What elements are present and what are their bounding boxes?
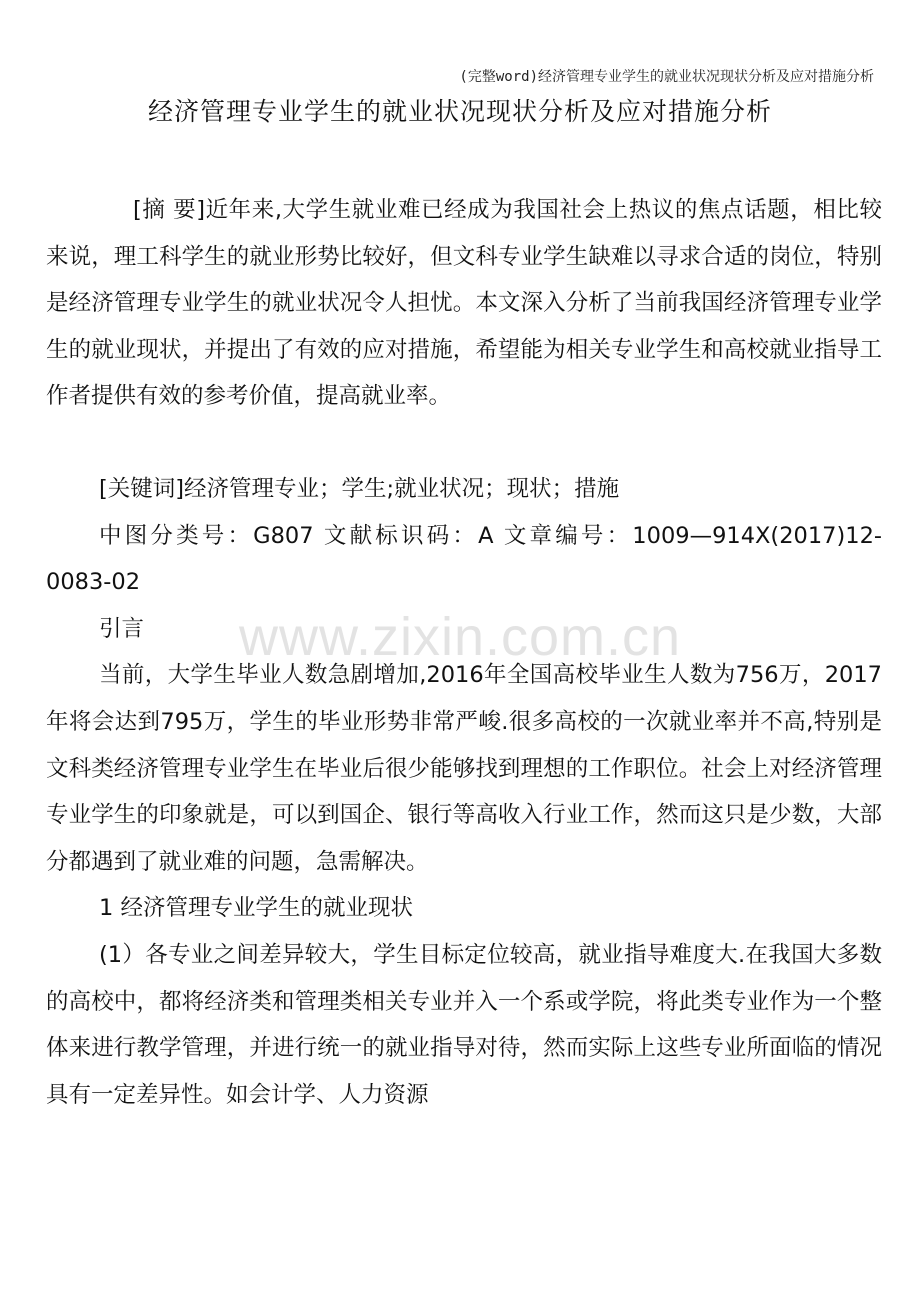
section-1-heading: 1 经济管理专业学生的就业现状 xyxy=(99,895,413,922)
document-title: 经济管理专业学生的就业状况现状分析及应对措施分析 xyxy=(147,97,772,126)
document-body xyxy=(46,187,882,1118)
intro-heading: 引言 xyxy=(99,615,145,642)
running-header: (完整word)经济管理专业学生的就业状况现状分析及应对措施分析 xyxy=(459,69,874,85)
intro-paragraph: 当前，大学生毕业人数急剧增加,2016年全国高校毕业生人数为756万，2017年将会达到795万，学生的毕业形势非常严峻.很多高校的一次就业率并不高,特别是文科类经济管理专业学生在毕业后很少能够找到理想的工作职位。社会上对经济管理专业学生的印象就是，可以到国企、银行等高收入行业工作，然而这只是少数，大部分都遇到了就业难的问题，急需解决。 xyxy=(46,662,882,875)
watermark: www.zixin.com.cn xyxy=(238,607,682,667)
keywords-line: [关键词]经济管理专业；学生;就业状况；现状；措施 xyxy=(99,475,620,502)
abstract-paragraph: [摘 要]近年来,大学生就业难已经成为我国社会上热议的焦点话题，相比较来说，理工科学生的就业形势比较好，但文科专业学生缺难以寻求合适的岗位，特别是经济管理专业学生的就业状况令人担忧。本文深入分析了当前我国经济管理专业学生的就业现状，并提出了有效的应对措施，希望能为相关专业学生和高校就业指导工作者提供有效的参考价值，提高就业率。 xyxy=(46,197,882,410)
classification-line: 中图分类号：G807 文献标识码：A 文章编号：1009—914X(2017)12-0083-02 xyxy=(46,522,882,596)
section-1-paragraph: (1）各专业之间差异较大，学生目标定位较高，就业指导难度大.在我国大多数的高校中，都将经济类和管理类相关专业并入一个系或学院，将此类专业作为一个整体来进行教学管理，并进行统一的就业指导对待，然而实际上这些专业所面临的情况具有一定差异性。如会计学、人力资源 xyxy=(46,941,882,1108)
